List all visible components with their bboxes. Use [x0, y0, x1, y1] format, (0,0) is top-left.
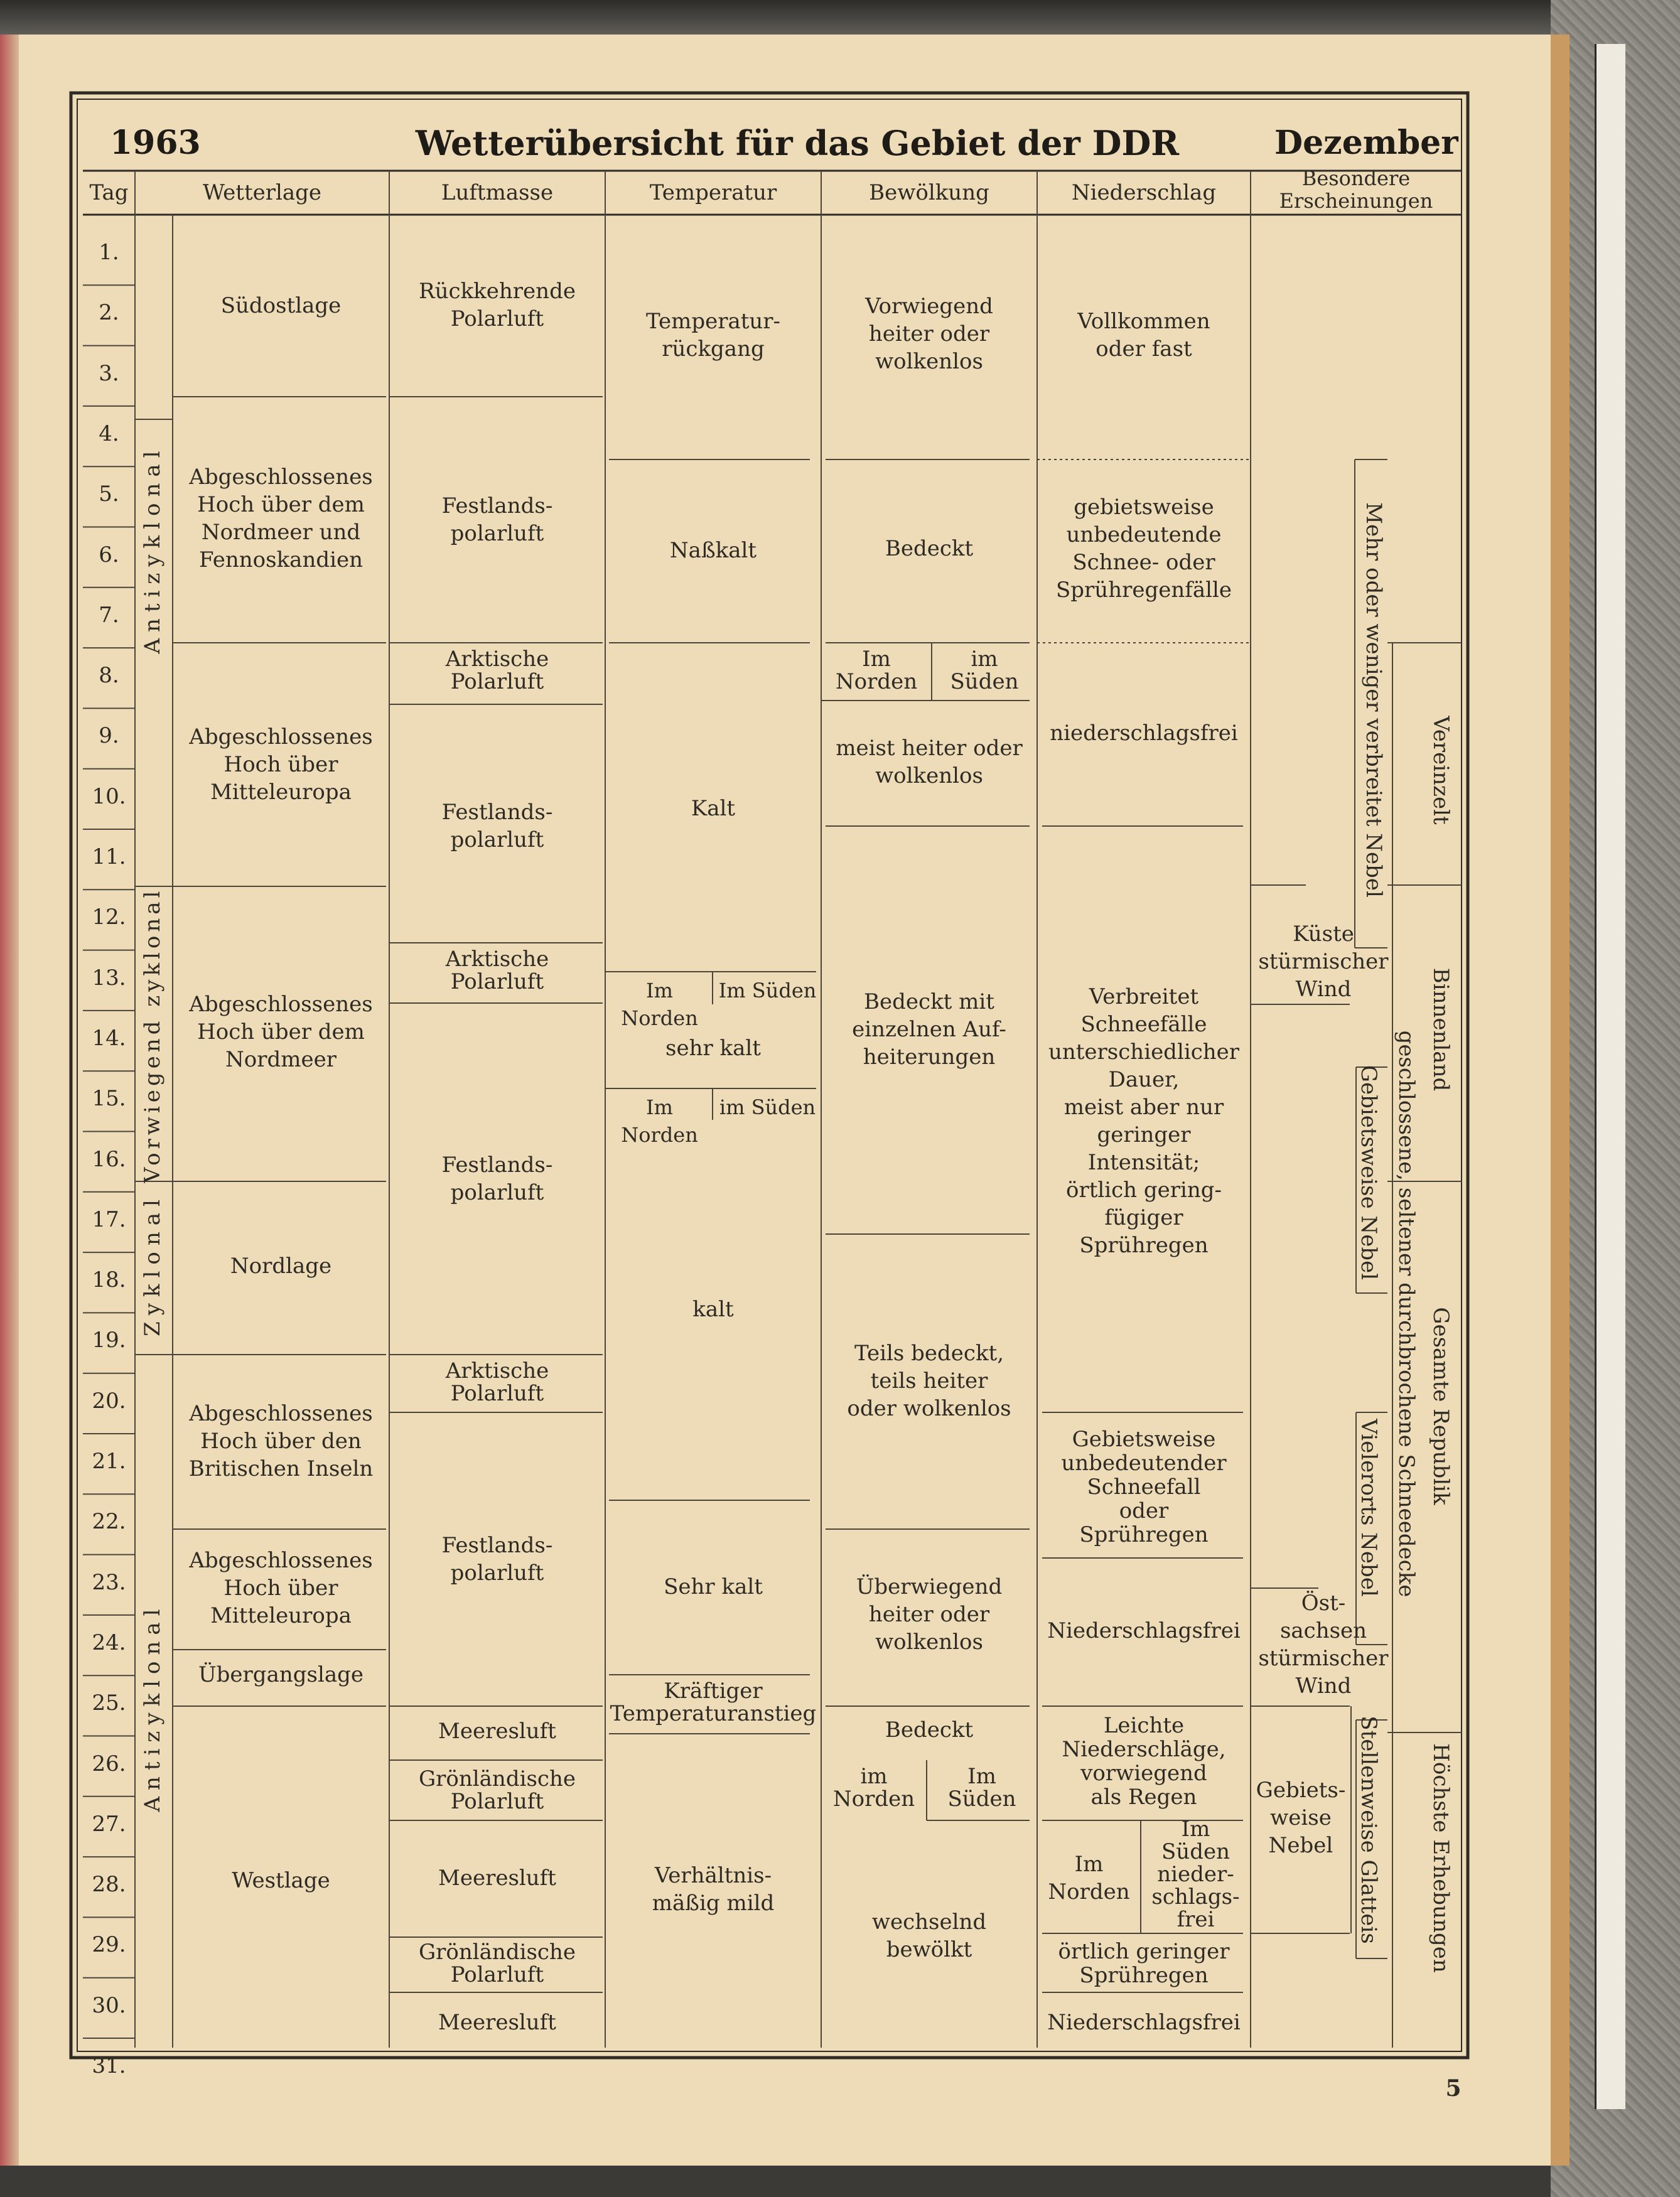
wetterlage-hoch-nordmeer: Abgeschlossenes Hoch über dem Nordmeer: [189, 992, 373, 1072]
bewoelkung-wechselnd: wechselnd bewölkt: [871, 1910, 987, 1962]
besondere-stellenweise-glatteis: Stellenweise Glatteis: [1356, 1716, 1381, 1944]
temperatur-sehr-kalt-1: sehr kalt: [665, 1036, 761, 1061]
niederschlag-gebietsweise-schnee: gebietsweise unbedeutende Schnee- oder Sprühregenfälle: [1056, 495, 1232, 603]
bewoelkung-bedeckt-1: Bedeckt: [885, 536, 974, 561]
besondere-ostsachsen-wind: Öst- sachsen stürmischer Wind: [1258, 1591, 1389, 1699]
luftmasse-arktische-polarluft-2: Arktische Polarluft: [445, 947, 549, 994]
circulation-zyklonal: Zyklonal: [140, 1193, 165, 1336]
temperatur-verhaeltnismaessig-mild: Verhältnis- mäßig mild: [652, 1863, 775, 1916]
luftmasse-festlandspolarluft-4: Festlands- polarluft: [441, 1533, 553, 1586]
circulation-vorwiegend-zyklonal: Vorwiegend zyklonal: [140, 887, 165, 1183]
temperatur-im-norden-1: Im Norden: [621, 979, 698, 1030]
niederschlag-im-norden: Im Norden: [1048, 1852, 1130, 1904]
col-header-tag: Tag: [89, 180, 129, 205]
temperatur-sehr-kalt-2: Sehr kalt: [664, 1574, 763, 1599]
day-cell: 9.: [99, 723, 119, 749]
page-number: 5: [1445, 2075, 1462, 2102]
day-cell: 25.: [92, 1690, 126, 1716]
header-title: Wetterübersicht für das Gebiet der DDR: [415, 123, 1180, 163]
circulation-antizyklonal-1: Antizyklonal: [140, 444, 165, 654]
temperatur-im-sueden-1: Im Süden: [718, 979, 817, 1002]
bewoelkung-im-sueden-1: im Süden: [950, 647, 1019, 694]
luftmasse-rueckkehrende-polarluft: Rückkehrende Polarluft: [419, 279, 576, 331]
day-cell: 11.: [92, 844, 126, 869]
header-month: Dezember: [1274, 124, 1458, 162]
day-cell: 5.: [99, 481, 119, 507]
wetterlage-nordlage: Nordlage: [230, 1254, 332, 1279]
bewoelkung-vorwiegend-heiter: Vorwiegend heiter oder wolkenlos: [865, 294, 993, 374]
day-cell: 2.: [99, 300, 119, 326]
bewoelkung-ueberwiegend-heiter: Überwiegend heiter oder wolkenlos: [856, 1574, 1003, 1655]
temperatur-kalt-2: kalt: [692, 1297, 734, 1322]
niederschlag-leichte: Leichte Niederschläge, vorwiegend als Regen: [1062, 1713, 1226, 1810]
day-cell: 22.: [92, 1509, 126, 1535]
niederschlag-im-sueden-frei: Im Süden nieder- schlags- frei: [1151, 1817, 1240, 1932]
day-cell: 29.: [92, 1932, 126, 1958]
luftmasse-meeresluft-3: Meeresluft: [438, 2010, 556, 2035]
col-header-bewoelkung: Bewölkung: [869, 180, 989, 205]
day-cell: 20.: [92, 1388, 126, 1414]
besondere-schneedecke: geschlossene, seltener durchbrochene Schneedecke: [1394, 1030, 1419, 1598]
temperatur-kalt-1: Kalt: [691, 796, 736, 821]
niederschlag-gebietsweise-schneefall: Gebietsweise unbedeutender Schneefall oder Sprühregen: [1061, 1427, 1227, 1547]
luftmasse-festlandspolarluft-3: Festlands- polarluft: [441, 1152, 553, 1205]
wetterlage-hoch-nordmeer-fennoskandien: Abgeschlossenes Hoch über dem Nordmeer und Fennoskandien: [189, 465, 373, 572]
niederschlag-vollkommen: Vollkommen oder fast: [1077, 309, 1210, 362]
wetterlage-uebergangslage: Übergangslage: [198, 1662, 363, 1687]
wetterlage-hoch-mitteleuropa-1: Abgeschlossenes Hoch über Mitteleuropa: [189, 724, 373, 805]
circulation-antizyklonal-2: Antizyklonal: [140, 1603, 165, 1812]
header-year: 1963: [110, 124, 201, 162]
col-header-niederschlag: Niederschlag: [1071, 180, 1217, 205]
day-cell: 18.: [92, 1267, 126, 1293]
besondere-vielerorts-nebel: Vielerorts Nebel: [1356, 1419, 1381, 1597]
luftmasse-groenlaendische-polarluft-2: Grönländische Polarluft: [419, 1940, 576, 1987]
niederschlag-frei-3: Niederschlagsfrei: [1047, 2010, 1241, 2035]
temperatur-rueckgang: Temperatur- rückgang: [645, 309, 781, 362]
luftmasse-groenlaendische-polarluft-1: Grönländische Polarluft: [419, 1766, 576, 1814]
col-header-luftmasse: Luftmasse: [441, 180, 554, 205]
bewoelkung-im-norden-1: Im Norden: [835, 647, 918, 694]
besondere-vereinzelt: Vereinzelt: [1428, 716, 1453, 825]
day-cell: 12.: [92, 905, 126, 930]
day-cell: 3.: [99, 360, 119, 386]
day-cell: 19.: [92, 1328, 126, 1353]
day-cell: 24.: [92, 1630, 126, 1655]
col-header-wetterlage: Wetterlage: [202, 180, 322, 205]
day-cell: 14.: [92, 1025, 126, 1051]
day-cell: 7.: [99, 602, 119, 628]
wetterlage-hoch-mitteleuropa-2: Abgeschlossenes Hoch über Mitteleuropa: [189, 1548, 373, 1628]
bewoelkung-teils-bedeckt: Teils bedeckt, teils heiter oder wolkenlos: [847, 1341, 1011, 1421]
besondere-gesamte-republik: Gesamte Republik: [1428, 1307, 1453, 1505]
bewoelkung-im-norden-2: im Norden: [832, 1764, 915, 1812]
wetterlage-hoch-britische-inseln: Abgeschlossenes Hoch über den Britischen Inseln: [188, 1401, 374, 1481]
day-cell: 15.: [92, 1086, 126, 1112]
besondere-kueste-wind: Küste stürmischer Wind: [1258, 921, 1389, 1002]
luftmasse-meeresluft-2: Meeresluft: [438, 1866, 556, 1891]
bewoelkung-bedeckt-2: Bedeckt: [885, 1717, 974, 1743]
bewoelkung-bedeckt-aufheiterungen: Bedeckt mit einzelnen Auf- heiterungen: [852, 989, 1006, 1070]
day-cell: 4.: [99, 421, 119, 446]
day-cell: 26.: [92, 1751, 126, 1776]
luftmasse-meeresluft-1: Meeresluft: [438, 1719, 556, 1744]
bewoelkung-im-sueden-2: Im Süden: [947, 1764, 1016, 1812]
besondere-verbreitet-nebel: Mehr oder weniger verbreitet Nebel: [1361, 502, 1386, 898]
day-cell: 17.: [92, 1206, 126, 1232]
luftmasse-festlandspolarluft-1: Festlands- polarluft: [441, 493, 553, 546]
day-cell: 31.: [92, 2053, 126, 2078]
temperatur-nasskalt: Naßkalt: [669, 538, 757, 563]
temperatur-kraeftiger-anstieg: Kräftiger Temperaturanstieg: [610, 1679, 817, 1726]
wetterlage-westlage: Westlage: [232, 1868, 330, 1893]
day-cell: 28.: [92, 1872, 126, 1898]
col-header-besondere: Besondere Erscheinungen: [1279, 166, 1433, 213]
niederschlag-oertlich-spruehregen: örtlich geringer Sprühregen: [1058, 1939, 1230, 1988]
day-cell: 27.: [92, 1811, 126, 1837]
besondere-hoechste-erhebungen: Höchste Erhebungen: [1428, 1743, 1453, 1973]
niederschlag-verbreitet-schneefaelle: Verbreitet Schneefälle unterschiedlicher Dauer, meist aber nur geringer Intensität; örtlich gering- fügiger Sprühregen: [1048, 984, 1240, 1258]
day-cell: 8.: [99, 663, 119, 689]
niederschlag-frei-1: niederschlagsfrei: [1050, 721, 1238, 746]
luftmasse-festlandspolarluft-2: Festlands- polarluft: [441, 800, 553, 852]
temperatur-im-norden-2: Im Norden: [621, 1095, 698, 1147]
niederschlag-frei-2: Niederschlagsfrei: [1047, 1618, 1241, 1643]
luftmasse-arktische-polarluft-3: Arktische Polarluft: [445, 1358, 549, 1406]
besondere-gebietsweise-nebel: Gebiets- weise Nebel: [1256, 1778, 1346, 1858]
temperatur-im-sueden-2: im Süden: [719, 1095, 816, 1119]
day-cell: 10.: [92, 783, 126, 809]
luftmasse-arktische-polarluft-1: Arktische Polarluft: [445, 647, 549, 694]
besondere-gebietsweise-nebel-v: Gebietsweise Nebel: [1356, 1065, 1381, 1281]
col-header-temperatur: Temperatur: [649, 180, 777, 205]
day-cell: 21.: [92, 1449, 126, 1474]
day-cell: 6.: [99, 542, 119, 567]
day-cell: 16.: [92, 1146, 126, 1172]
day-cell: 1.: [99, 240, 119, 265]
wetterlage-suedostlage: Südostlage: [220, 293, 342, 318]
day-cell: 30.: [92, 1992, 126, 2018]
besondere-binnenland: Binnenland: [1428, 967, 1453, 1092]
bewoelkung-meist-heiter: meist heiter oder wolkenlos: [836, 736, 1023, 788]
day-cell: 23.: [92, 1569, 126, 1595]
day-cell: 13.: [92, 965, 126, 991]
